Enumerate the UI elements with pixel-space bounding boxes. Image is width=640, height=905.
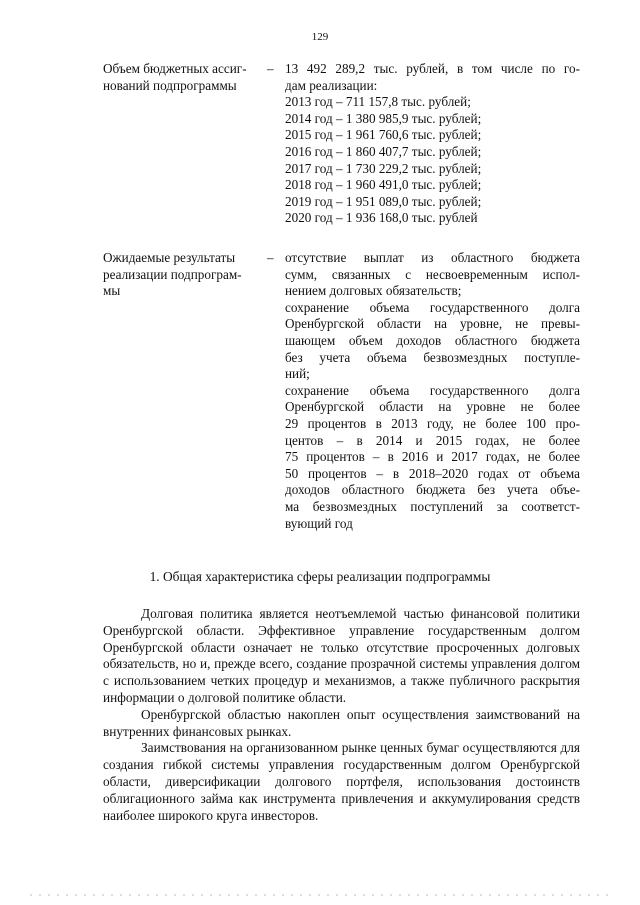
value-line: 29 процентов в 2013 году, не более 100 про- bbox=[285, 415, 580, 431]
label-line: реализации подпрограм- bbox=[103, 266, 242, 282]
value-line: нением долговых обязательств; bbox=[285, 283, 462, 299]
value-line: 50 процентов – в 2018–2020 годах от объема bbox=[285, 465, 580, 481]
value-line: сумм, связанных с несвоевременным испол- bbox=[285, 266, 580, 282]
paragraph: Оренбургской областью накоплен опыт осуществления заимствований на внутренних финансовых рынках. bbox=[103, 706, 580, 739]
value-line: 2019 год – 1 951 089,0 тыс. рублей; bbox=[285, 193, 482, 209]
value-line: 2014 год – 1 380 985,9 тыс. рублей; bbox=[285, 110, 482, 126]
row-value bbox=[285, 61, 580, 227]
value-line: ма безвозмездных поступлений за соответст- bbox=[285, 498, 580, 514]
passport-row-expected-results bbox=[103, 250, 580, 532]
value-line: 13 492 289,2 тыс. рублей, в том числе по го- bbox=[285, 61, 580, 76]
value-line: отсутствие выплат из областного бюджета bbox=[285, 250, 580, 265]
value-line: центов – в 2014 и 2015 годах, не более bbox=[285, 432, 580, 448]
value-line: без учета объема безвозмездных поступле- bbox=[285, 349, 580, 365]
label-line: Ожидаемые результаты bbox=[103, 250, 236, 265]
section-heading: 1. Общая характеристика сферы реализации подпрограммы bbox=[149, 569, 491, 584]
value-line: шающем объем доходов областного бюджета bbox=[285, 332, 580, 348]
passport-row-budget-volume bbox=[103, 61, 580, 227]
value-line: Оренбургской области на уровне, не превы- bbox=[285, 316, 580, 332]
row-value bbox=[285, 250, 580, 532]
value-line: 2020 год – 1 936 168,0 тыс. рублей bbox=[285, 210, 478, 226]
row-dash: – bbox=[267, 61, 274, 76]
value-line: 2018 год – 1 960 491,0 тыс. рублей; bbox=[285, 177, 482, 193]
value-line: 2015 год – 1 961 760,6 тыс. рублей; bbox=[285, 127, 482, 143]
scan-artifact-strip bbox=[30, 894, 610, 896]
row-label bbox=[103, 61, 261, 227]
value-line: ний; bbox=[285, 366, 310, 382]
label-line: мы bbox=[103, 283, 121, 299]
body-text bbox=[103, 606, 580, 824]
value-line: 75 процентов – в 2016 и 2017 годах, не более bbox=[285, 449, 580, 465]
value-line: 2016 год – 1 860 407,7 тыс. рублей; bbox=[285, 143, 482, 159]
value-line: сохранение объема государственного долга bbox=[285, 299, 580, 315]
page-number: 129 bbox=[311, 31, 329, 43]
value-line: сохранение объема государственного долга bbox=[285, 382, 580, 398]
value-line: 2017 год – 1 730 229,2 тыс. рублей; bbox=[285, 160, 482, 176]
paragraph: Заимствования на организованном рынке ценных бумаг осуществляются для создания гибкой системы управления государственным долгом Оренбургской области, диверсификации долгового портфеля, использования достоинств облигационного займа как инструмента привлечения и аккумулирования средств наиболее широкого круга инвесторов. bbox=[103, 740, 580, 823]
value-line: 2013 год – 711 157,8 тыс. рублей; bbox=[285, 94, 471, 110]
value-line: дам реализации: bbox=[285, 77, 378, 93]
value-line: вующий год bbox=[285, 515, 353, 531]
row-dash: – bbox=[267, 250, 274, 265]
value-line: доходов областного бюджета без учета объе- bbox=[285, 482, 580, 498]
row-label bbox=[103, 250, 261, 532]
label-line: Объем бюджетных ассиг- bbox=[103, 61, 247, 76]
value-line: Оренбургской области на уровне не более bbox=[285, 399, 580, 415]
label-line: нований подпрограммы bbox=[103, 77, 237, 93]
paragraph: Долговая политика является неотъемлемой частью финансовой политики Оренбургской области. Эффективное управление государственным долгом Оренбургской области означает не только отсутствие просроченных долговых обязательств, но и, прежде всего, создание прозрачной системы управления долгом с использованием четких процедур и механизмов, а также публичного раскрытия информации о долговой политике области. bbox=[103, 606, 580, 705]
